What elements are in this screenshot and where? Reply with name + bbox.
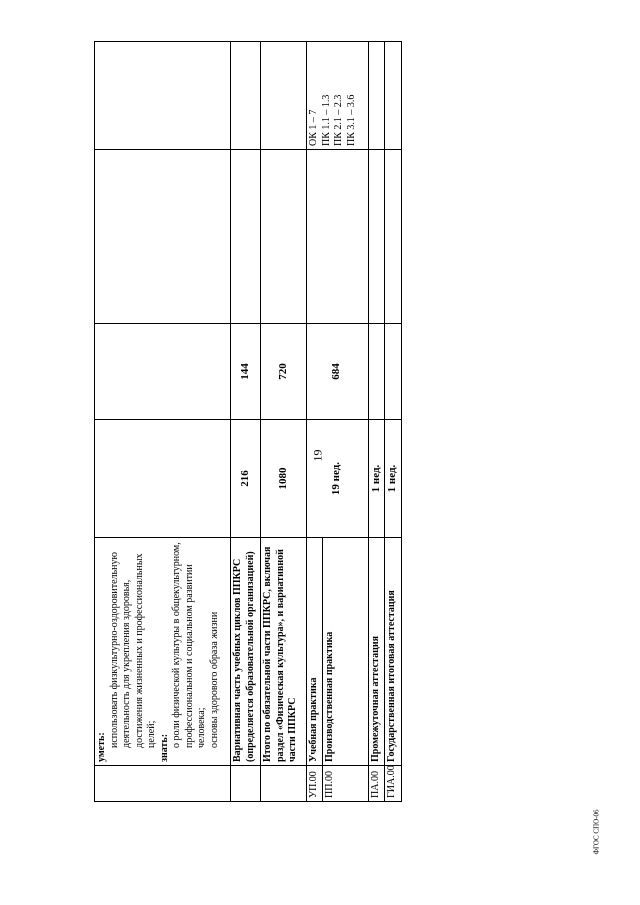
cell-hours-empty — [385, 324, 402, 420]
cell-pp-code: ПП.00 — [322, 766, 368, 802]
table-row-skills — [95, 42, 231, 802]
cell-gia-total: 1 нед. — [385, 420, 402, 538]
cell-total-empty — [95, 420, 231, 538]
cell-disc-empty — [95, 150, 231, 324]
cell-hours-empty — [95, 324, 231, 420]
cell-gia-code: ГИА.00 — [385, 766, 402, 802]
umet-label: уметь: — [96, 732, 107, 762]
cell-comp-empty — [231, 42, 261, 150]
cell-practice-competencies — [307, 42, 369, 150]
page-number: 19 — [310, 449, 325, 462]
table-row-up — [307, 42, 323, 802]
cell-comp-empty — [385, 42, 402, 150]
cell-pp-name: Производственная практика — [322, 538, 368, 766]
znat-label: знать: — [158, 733, 170, 762]
cell-itogo-name: Итого по обязательной части ППКРС, включая раздел «Физическая культура», и вариативной части ППКРС — [261, 538, 307, 766]
curriculum-table-wrapper — [94, 42, 402, 802]
cell-practice-disc-empty — [307, 150, 369, 324]
cell-gia-name: Государственная итоговая аттестация — [385, 538, 402, 766]
cell-variative-hours: 144 — [231, 324, 261, 420]
table-row-gia — [385, 42, 402, 802]
cell-comp-empty — [261, 42, 307, 150]
table-row-variative — [231, 42, 261, 802]
cell-ia-total: 1 нед. — [368, 420, 385, 538]
cell-disc-empty — [231, 150, 261, 324]
footer-note: ФГОС СПО-06 — [592, 809, 601, 855]
cell-code-empty — [231, 766, 261, 802]
cell-disc-empty — [261, 150, 307, 324]
cell-code-empty — [261, 766, 307, 802]
cell-disc-empty — [385, 150, 402, 324]
znat-text-2: основы здорового образа жизни — [208, 611, 220, 748]
cell-up-name: Учебная практика — [307, 538, 323, 766]
table-row-ia — [368, 42, 385, 802]
competency-pk1: ПК 1.1 – 1.3 — [320, 94, 332, 146]
cell-code-empty — [95, 766, 231, 802]
cell-hours-empty — [368, 324, 385, 420]
cell-practice-hours: 684 — [307, 324, 369, 420]
competency-pk2: ПК 2.1 – 2.3 — [333, 94, 344, 146]
cell-ia-name: Промежуточная аттестация — [368, 538, 385, 766]
cell-itogo-hours: 720 — [261, 324, 307, 420]
cell-up-code: УП.00 — [307, 766, 323, 802]
umet-text: использовать физкультурно-оздоровительную деятельность для укрепления здоровья, достижения жизненных и профессиональных целей; — [108, 552, 157, 748]
cell-practice-total: 19 нед. — [307, 420, 369, 538]
cell-disc-empty — [368, 150, 385, 324]
cell-variative-name: Вариативная часть учебных циклов ППКРС (определяется образовательной организацией) — [231, 538, 261, 766]
competency-pk3: ПК 3.1 – 3.6 — [345, 94, 357, 146]
table-row-itogo — [261, 42, 307, 802]
curriculum-table-rotated — [94, 42, 402, 802]
znat-text-1: о роли физической культуры в общекультурном, профессиональном и социальном развитии человека; — [171, 542, 207, 748]
cell-itogo-total: 1080 — [261, 420, 307, 538]
cell-ia-code: ПА.00 — [368, 766, 385, 802]
cell-comp-empty — [368, 42, 385, 150]
competency-ok: ОК 1 – 7 — [308, 109, 319, 146]
cell-variative-total: 216 — [231, 420, 261, 538]
cell-comp-empty — [95, 42, 231, 150]
curriculum-table — [94, 41, 402, 802]
cell-skills — [95, 538, 231, 766]
